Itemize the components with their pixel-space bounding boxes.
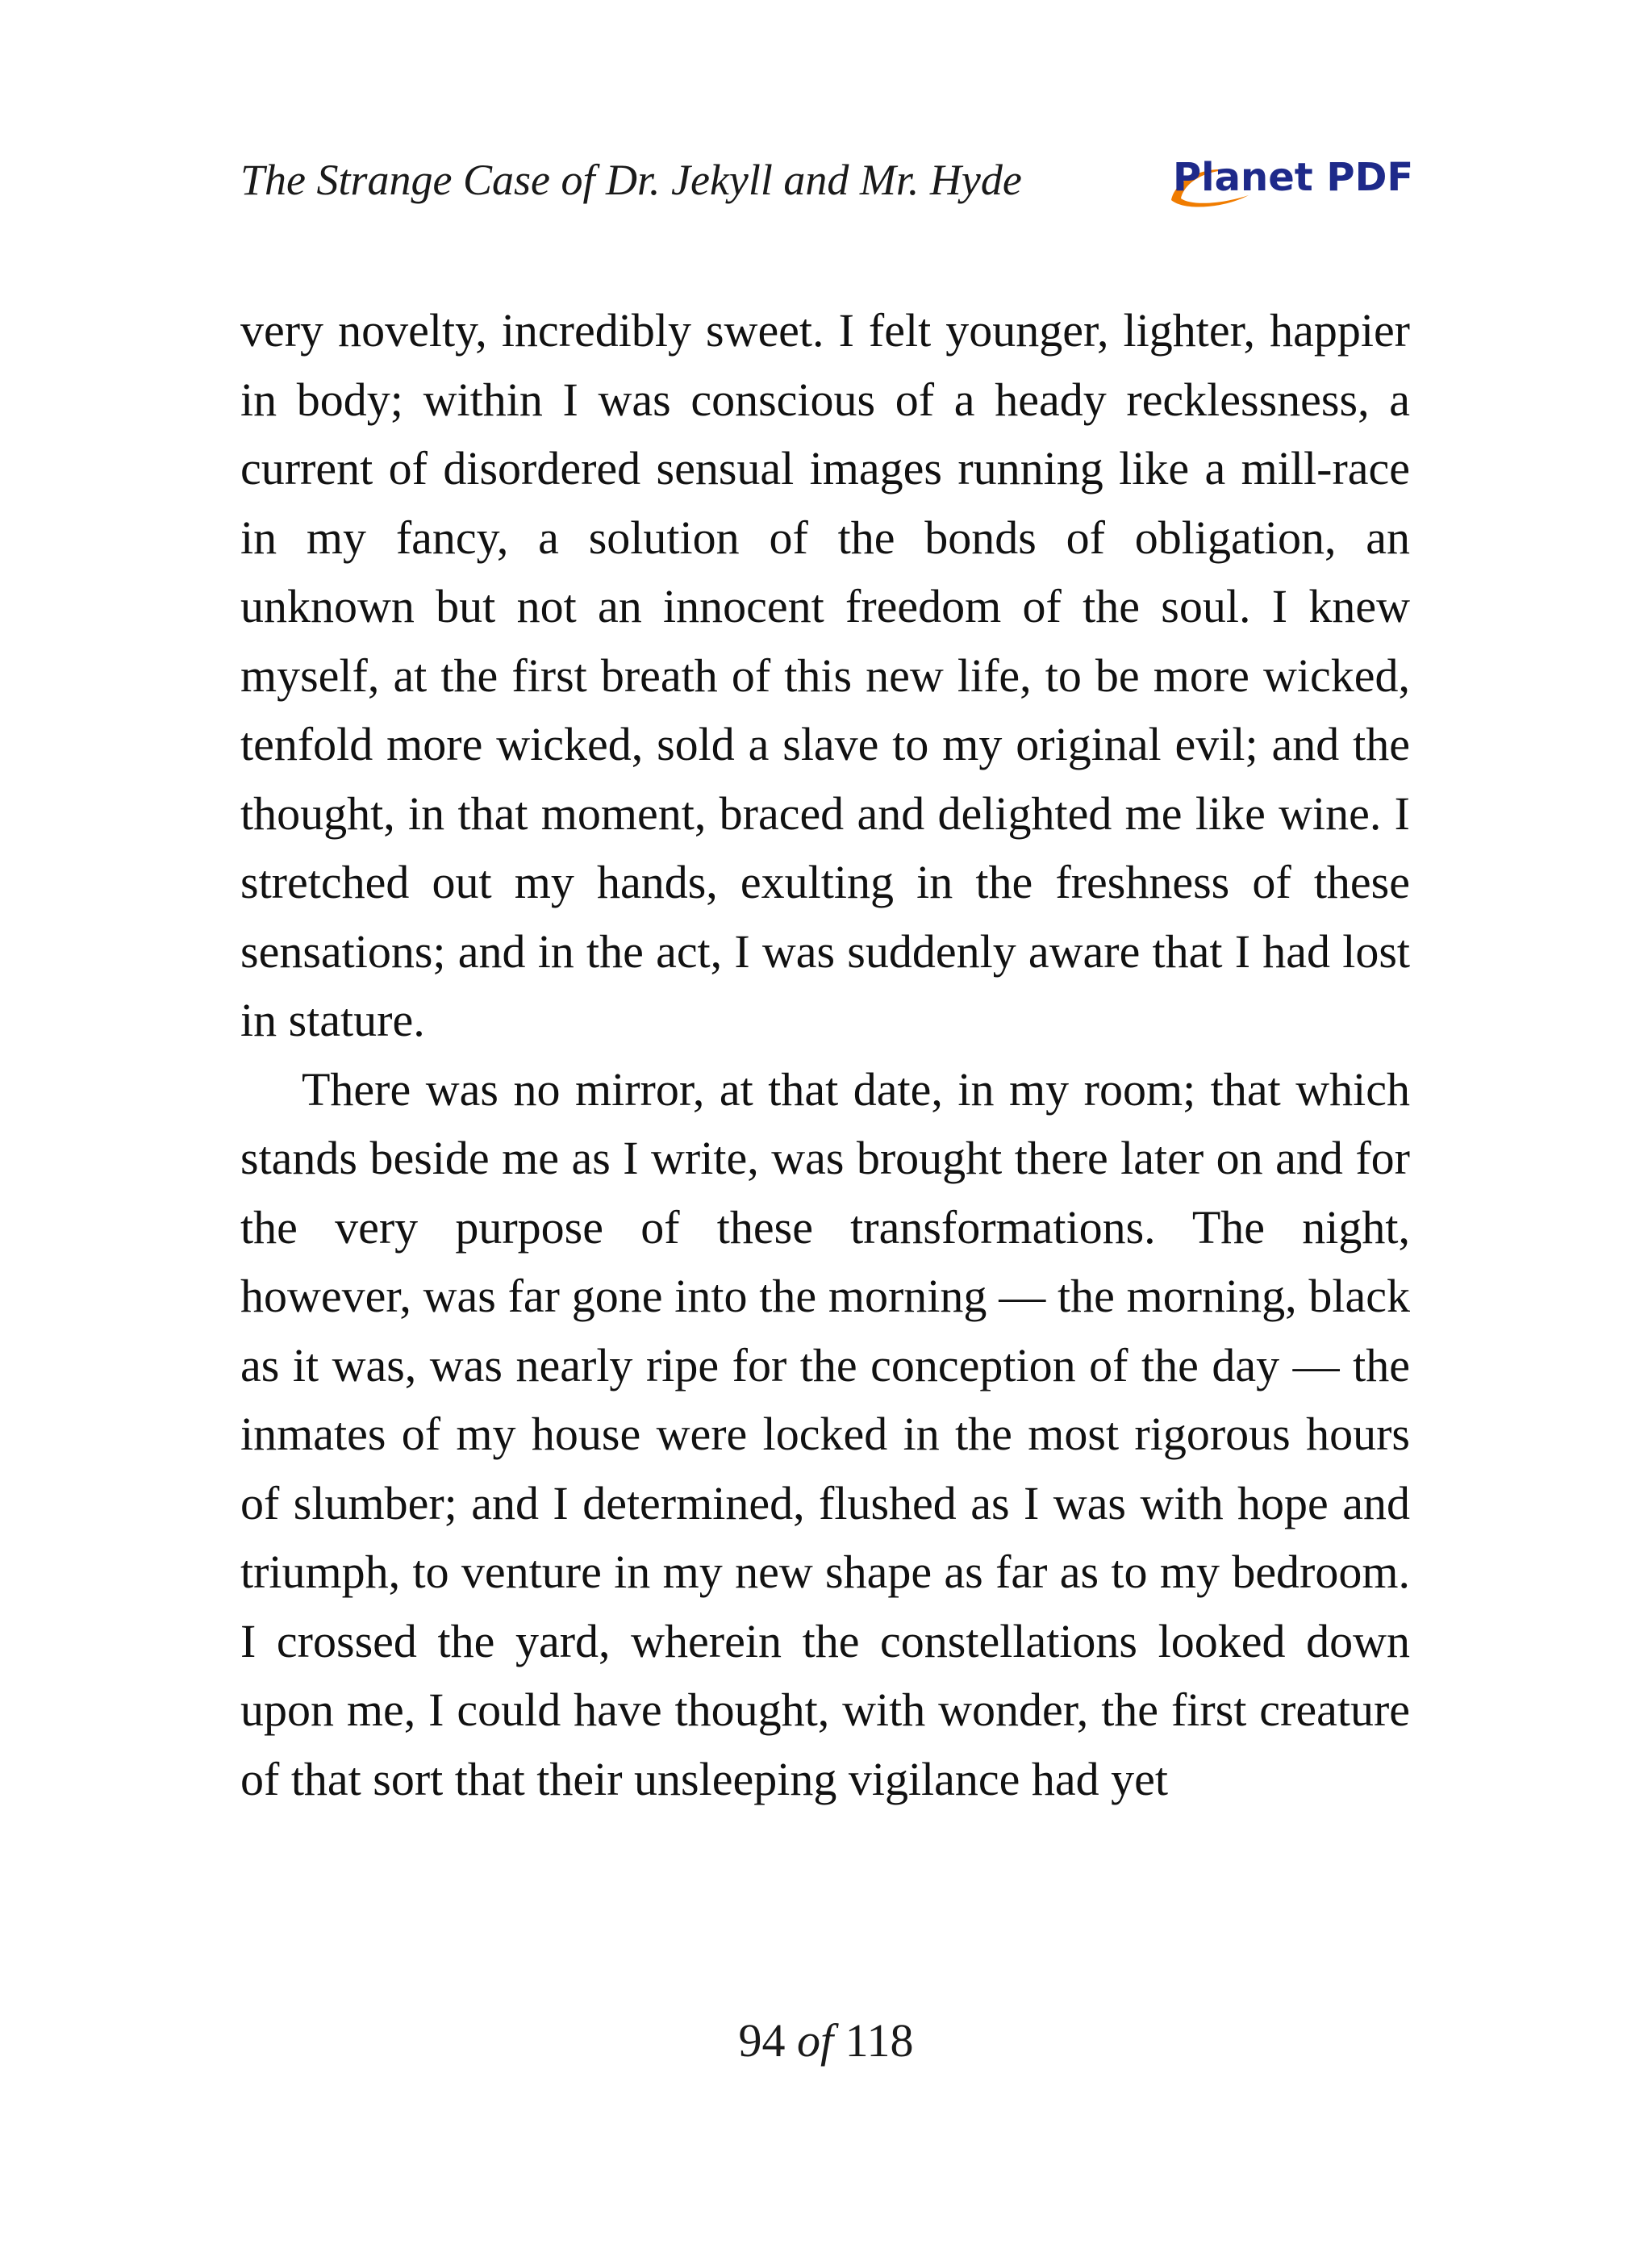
- page-total: 118: [845, 2014, 914, 2067]
- paragraph: There was no mirror, at that date, in my room; that which stands beside me as I write, was brought there later on and for the very purpose of these transformations. The night, however, was far gone into the morning — the morning, black as it was, was nearly ripe for the conception of the day — the inmates of my house were locked in the most rigorous hours of slumber; and I determined, flushed as I was with hope and triumph, to venture in my new shape as far as to my bedroom. I crossed the yard, wherein the constellations looked down upon me, I could have thought, with wonder, the first creature of that sort that their unsleeping vigilance had yet: [240, 1062, 1410, 1805]
- logo-text: Planet PDF: [1173, 155, 1414, 200]
- page-header: [240, 144, 1414, 216]
- book-title: The Strange Case of Dr. Jekyll and Mr. Hyde: [240, 156, 1022, 204]
- planet-pdf-logo: [1160, 153, 1414, 210]
- page-current: 94: [738, 2014, 786, 2067]
- page-body: [240, 296, 1410, 1813]
- paragraph: very novelty, incredibly sweet. I felt younger, lighter, happier in body; within I was conscious of a heady recklessness, a current of disordered sensual images running like a mill-race in my fancy, a solution of the bonds of obligation, an unknown but not an innocent freedom of the soul. I knew myself, at the first breath of this new life, to be more wicked, tenfold more wicked, sold a slave to my original evil; and the thought, in that moment, braced and delighted me like wine. I stretched out my hands, exulting in the freshness of these sensations; and in the act, I was suddenly aware that I had lost in stature.: [240, 304, 1410, 1046]
- page-number: [0, 2009, 1652, 2073]
- page-of-label: of: [797, 2014, 834, 2067]
